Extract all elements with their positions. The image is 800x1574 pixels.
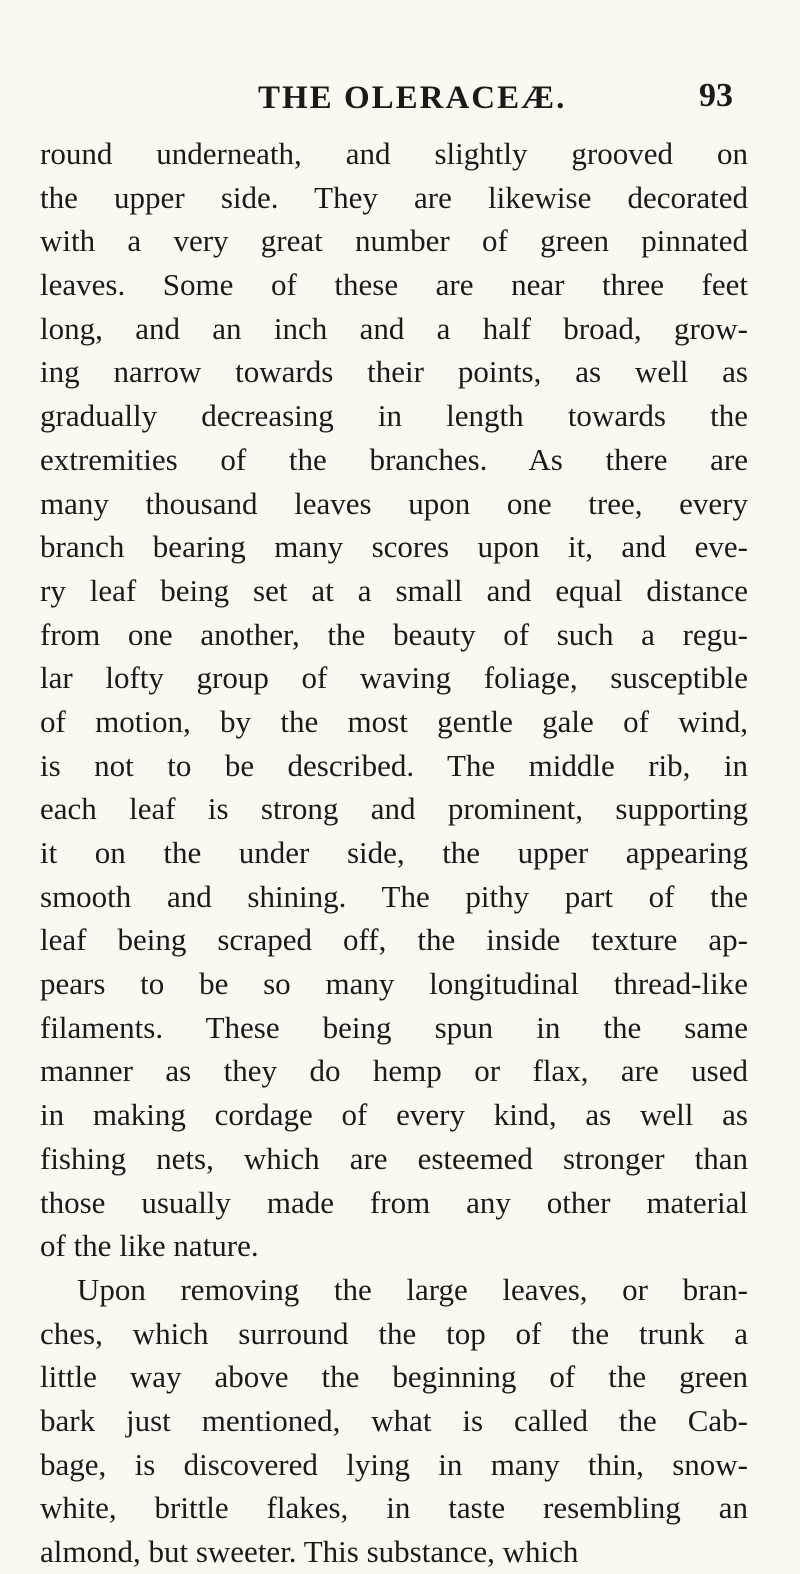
text-line: pears to be so many longitudinal thread-like [40,966,748,1002]
text-line: leaves. Some of these are near three feet [40,267,748,303]
text-line: little way above the beginning of the green [40,1359,748,1395]
page-number: 93 [699,77,733,114]
text-line: round underneath, and slightly grooved on [40,136,748,171]
text-line: ing narrow towards their points, as well as [40,354,748,390]
text-line: ches, which surround the top of the trunk a [40,1315,748,1351]
text-line: long, and an inch and a half broad, grow- [40,310,748,346]
text-line: smooth and shining. The pithy part of the [40,878,748,914]
body-text [40,132,748,1574]
text-line: lar lofty group of waving foliage, susceptible [40,660,748,696]
text-line: ry leaf being set at a small and equal distance [40,572,748,608]
text-line: gradually decreasing in length towards the [40,398,748,434]
running-head: THE OLERACEÆ. [258,80,567,116]
text-line: it on the under side, the upper appearing [40,835,748,870]
text-line: manner as they do hemp or flax, are used [40,1053,748,1089]
text-line: extremities of the branches. As there are [40,441,748,477]
text-line: white, brittle flakes, in taste resembling an [40,1490,748,1526]
text-line: those usually made from any other material [40,1184,748,1220]
text-line: branch bearing many scores upon it, and eve- [40,529,748,565]
text-line: fishing nets, which are esteemed stronger than [40,1140,748,1176]
text-line: the upper side. They are likewise decorated [40,179,748,215]
text-line: of the like nature. [40,1228,259,1264]
text-line: bage, is discovered lying in many thin, snow- [40,1446,748,1482]
text-line: filaments. These being spun in the same [40,1009,748,1045]
text-line: is not to be described. The middle rib, in [40,747,748,783]
text-line: Upon removing the large leaves, or bran- [77,1271,748,1307]
text-line: leaf being scraped off, the inside texture ap- [40,922,748,958]
text-line: bark just mentioned, what is called the Cab- [40,1402,748,1438]
text-line: many thousand leaves upon one tree, every [40,485,748,521]
text-line: from one another, the beauty of such a regu- [40,616,748,652]
text-line: each leaf is strong and prominent, supporting [40,791,748,827]
text-line: of motion, by the most gentle gale of wind, [40,703,748,739]
text-line: with a very great number of green pinnated [40,223,748,259]
text-line: in making cordage of every kind, as well as [40,1097,748,1133]
text-line: almond, but sweeter. This substance, which [40,1534,579,1569]
